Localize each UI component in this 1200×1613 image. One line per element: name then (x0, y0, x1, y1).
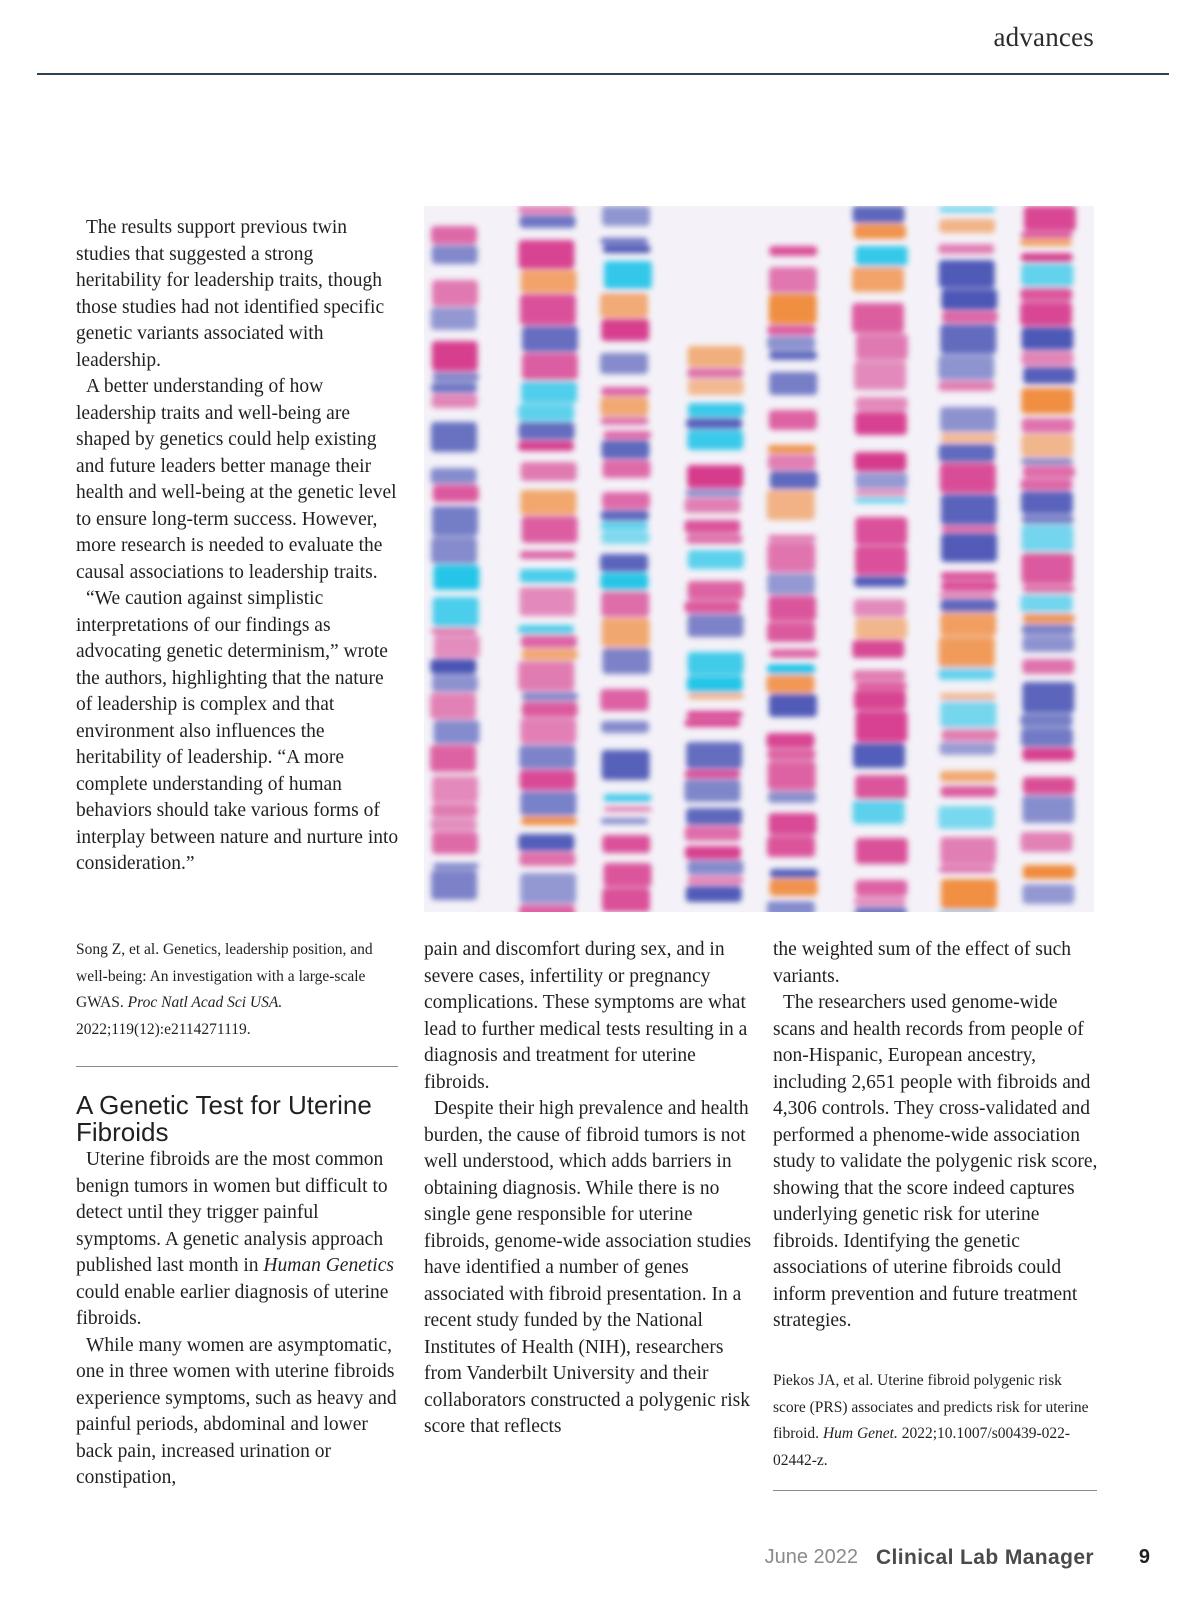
dna-band (432, 245, 478, 264)
dna-band (602, 492, 650, 509)
dna-band (522, 702, 578, 717)
dna-band (686, 489, 742, 497)
dna-band (602, 888, 650, 912)
dna-band (601, 531, 649, 544)
dna-band (603, 431, 651, 439)
dna-band (431, 537, 477, 564)
dna-band (685, 770, 741, 778)
dna-band (688, 346, 744, 367)
dna-band (855, 775, 907, 799)
dna-band (686, 418, 742, 429)
dna-band (600, 573, 648, 590)
dna-band (1021, 232, 1073, 238)
dna-band (684, 601, 740, 613)
dna-band (686, 742, 742, 769)
dna-band (767, 664, 815, 674)
dna-band (1022, 748, 1074, 761)
dna-band (685, 826, 741, 841)
reference-divider (76, 1066, 398, 1067)
dna-band (769, 267, 817, 293)
dna-band (601, 387, 649, 396)
dna-band (688, 652, 744, 675)
article2-paragraph: pain and discomfort during sex, and in severe cases, infertility or pregnancy complications. These symptoms are what lead to further medical tests resulting in a diagnosis and treatment for uterine fibroids. (424, 939, 748, 1093)
dna-band (1023, 367, 1075, 384)
dna-band (1021, 327, 1073, 350)
page-footer (0, 1546, 1200, 1576)
dna-band (431, 226, 477, 244)
dna-band (687, 711, 743, 718)
dna-band (432, 506, 478, 536)
dna-band (604, 806, 652, 812)
dna-band (854, 224, 906, 239)
dna-band (687, 876, 743, 885)
dna-band (939, 206, 995, 213)
dna-band (518, 834, 574, 851)
dna-band (685, 846, 741, 859)
dna-band (941, 526, 997, 532)
dna-band (766, 733, 814, 748)
header-rule (37, 73, 1169, 75)
dna-band (770, 471, 818, 489)
dna-band (686, 534, 742, 544)
dna-band (521, 817, 577, 825)
dna-band (431, 422, 477, 452)
dna-band (431, 628, 477, 634)
dna-band (941, 879, 997, 909)
dna-band (767, 542, 815, 572)
dna-band (769, 372, 817, 395)
dna-band (600, 238, 648, 244)
dna-band (855, 490, 907, 496)
dna-band (855, 412, 907, 435)
dna-band (768, 445, 816, 453)
dna-band (1022, 418, 1074, 433)
dna-band (767, 836, 815, 857)
dna-band (600, 818, 648, 824)
dna-band (768, 761, 816, 790)
reference-authors: Song Z, et al. Genetics, leadership position, and well-being: An investigation with a large-scale GWAS. (76, 941, 373, 1011)
dna-band (1021, 434, 1073, 457)
dna-band (938, 668, 994, 680)
dna-band (940, 771, 996, 782)
dna-band (939, 592, 995, 598)
dna-band (854, 452, 906, 471)
dna-band (601, 721, 649, 733)
dna-band (940, 463, 996, 493)
section-label: advances (993, 22, 1094, 52)
article2-title: A Genetic Test for Uterine Fibroids (76, 1090, 372, 1147)
article2-paragraph: the weighted sum of the effect of such variants. (773, 939, 1072, 987)
dna-band (1022, 884, 1074, 904)
dna-band (431, 383, 477, 393)
dna-band (1021, 253, 1073, 262)
dna-band (941, 572, 997, 580)
dna-band (1023, 777, 1075, 794)
dna-band (939, 444, 995, 462)
dna-band (766, 675, 814, 693)
dna-band (1020, 302, 1072, 326)
dna-band (522, 516, 578, 543)
dna-band (856, 397, 908, 411)
dna-band (1021, 553, 1073, 584)
reference-divider (773, 1490, 1097, 1491)
dna-band (853, 743, 905, 768)
dna-band (601, 319, 649, 341)
dna-band (520, 587, 576, 616)
dna-band (938, 381, 994, 391)
dna-band (432, 341, 478, 371)
dna-band (688, 693, 744, 699)
article1-paragraph: “We caution against simplistic interpretations of our findings as advocating genetic determinism,” wrote the authors, highlighting that the nature of leadership is complex and that environment also influences the heritability of leadership. “A more complete understanding of human behaviors should take various forms of interplay between nature and nurture into consideration.” (76, 588, 399, 874)
dna-sequence-illustration (424, 206, 1094, 912)
article1-paragraph: The results support previous twin studies that suggested a strong heritability for leadership traits, though those studies had not identified specific genetic variants associated with leadership. (76, 217, 385, 371)
article2-column-2 (424, 937, 752, 1441)
dna-band (941, 581, 997, 591)
dna-band (1021, 263, 1073, 287)
dna-band (600, 397, 648, 416)
dna-band (522, 649, 578, 660)
dna-band (852, 640, 904, 658)
dna-band (433, 863, 479, 869)
reference-citation: 2022;119(12):e2114271119. (76, 1020, 251, 1038)
dna-band (769, 694, 817, 717)
dna-band (518, 661, 574, 691)
dna-band (941, 494, 997, 525)
dna-band (940, 613, 996, 636)
dna-band (767, 573, 815, 595)
article1-body (76, 215, 402, 878)
article1-paragraph: A better understanding of how leadership traits and well-being are shaped by genetics could help existing and future leaders better manage their health and well-being at the genetic level to ensure long-term success. However, more research is needed to evaluate the causal associations to leadership traits. (76, 376, 397, 583)
dna-band (769, 813, 817, 835)
dna-band (1022, 795, 1074, 823)
dna-band (601, 510, 649, 521)
dna-band (686, 808, 742, 825)
dna-band (434, 635, 480, 658)
dna-band (768, 454, 816, 470)
dna-band (600, 353, 648, 374)
dna-band (852, 267, 904, 292)
dna-band (686, 886, 742, 902)
dna-band (518, 625, 574, 634)
reference-journal: Proc Natl Acad Sci USA. (127, 994, 283, 1011)
article2-column-1 (76, 1147, 402, 1492)
dna-band (939, 866, 995, 873)
dna-band (688, 550, 744, 569)
dna-band (520, 294, 576, 325)
dna-band (1021, 832, 1073, 852)
dna-band (687, 860, 743, 875)
dna-band (432, 776, 478, 803)
dna-band (852, 303, 904, 333)
dna-band (768, 596, 816, 621)
dna-band (522, 692, 578, 701)
dna-band (520, 873, 576, 904)
dna-band (520, 791, 576, 816)
dna-band (518, 206, 574, 214)
dna-band (519, 852, 575, 866)
dna-band (520, 770, 576, 790)
dna-band (518, 404, 574, 421)
dna-band (684, 520, 740, 533)
dna-band (432, 832, 478, 854)
dna-band (1023, 466, 1075, 478)
dna-band (687, 676, 743, 692)
reference-authors: Piekos JA, et al. Uterine fibroid polygenic risk score (PRS) associates and predicts risk for uterine fibroid. (773, 1372, 1089, 1442)
dna-band (853, 670, 905, 682)
dna-band (684, 719, 740, 727)
dna-band (855, 517, 907, 545)
dna-band (854, 361, 906, 390)
dna-band (938, 355, 994, 380)
dna-band (768, 791, 816, 803)
publication-name: Clinical Lab Manager (875, 1546, 1094, 1569)
article2-paragraph: Despite their high prevalence and health burden, the cause of fibroid tumors is not well understood, which adds barriers in obtaining diagnosis. While there is no single gene responsible for uterine fibroids, genome-wide association studies have identified a number of genes associated with fibroid presentation. In a recent study funded by the National Institutes of Health (NIH), researchers from Vanderbilt University and their collaborators constructed a polygenic risk score that reflects (424, 1098, 752, 1437)
dna-band (939, 637, 995, 667)
dna-band (856, 246, 908, 266)
dna-band (770, 649, 818, 658)
dna-band (854, 599, 906, 617)
page-number: 9 (1138, 1546, 1150, 1568)
dna-band (519, 745, 575, 769)
dna-band (1022, 515, 1074, 524)
dna-band (687, 430, 743, 450)
dna-band (688, 379, 744, 395)
dna-band (856, 334, 908, 360)
dna-band (939, 260, 995, 288)
dna-band (521, 270, 577, 293)
dna-band (1022, 636, 1074, 652)
dna-band (600, 293, 648, 318)
article2-paragraph: While many women are asymptomatic, one in three women with uterine fibroids experience symptoms, such as heavy and painful periods, abdominal and lower back pain, increased urination or constipation, (76, 1334, 397, 1488)
text-run: Uterine fibroids are the most common benign tumors in women but difficult to detect until they trigger painful symptoms. A genetic analysis approach published last month in (76, 1149, 388, 1276)
dna-band (856, 838, 908, 864)
dna-band (433, 720, 479, 744)
dna-band (604, 863, 652, 887)
dna-band (1021, 728, 1073, 747)
dna-band (687, 465, 743, 488)
dna-band (430, 693, 476, 719)
dna-band (1021, 594, 1073, 613)
dna-band (603, 794, 651, 802)
dna-band (854, 897, 906, 906)
dna-band (769, 879, 817, 896)
dna-band (433, 485, 479, 502)
dna-band (522, 326, 578, 352)
dna-band (519, 422, 575, 440)
reference-journal: Hum Genet. (822, 1425, 898, 1442)
dna-band (940, 693, 996, 700)
dna-band (430, 659, 476, 674)
dna-band (939, 219, 995, 233)
dna-band (518, 441, 574, 451)
dna-band (940, 837, 996, 865)
dna-band (433, 565, 479, 590)
dna-band (522, 353, 578, 380)
dna-band (520, 215, 576, 228)
dna-band (600, 417, 648, 425)
dna-band (941, 533, 997, 562)
dna-band (854, 690, 906, 710)
dna-band (1020, 714, 1072, 727)
dna-band (855, 880, 907, 896)
dna-band (853, 800, 905, 824)
dna-band (688, 403, 744, 417)
dna-band (520, 569, 576, 583)
dna-band (1020, 239, 1072, 246)
dna-band (855, 618, 907, 639)
dna-band (769, 351, 817, 360)
dna-band (942, 311, 998, 323)
dna-band (940, 742, 996, 755)
dna-band (433, 597, 479, 627)
dna-band (769, 410, 817, 430)
dna-band (688, 581, 744, 600)
dna-band (431, 818, 477, 831)
dna-band (431, 394, 477, 408)
dna-band (941, 433, 997, 443)
journal-name: Human Genetics (263, 1255, 394, 1276)
dna-band (521, 462, 577, 481)
dna-band (602, 618, 650, 647)
dna-band (604, 261, 652, 289)
dna-band (602, 206, 650, 226)
article2-column-3 (773, 937, 1101, 1335)
dna-band (1021, 388, 1073, 414)
dna-band (853, 206, 905, 223)
dna-band (767, 325, 815, 335)
dna-band (941, 786, 997, 797)
dna-band (431, 804, 477, 817)
dna-band (519, 905, 575, 912)
dna-band (602, 460, 650, 478)
dna-bands-image (424, 206, 1094, 912)
article2-paragraph: The researchers used genome-wide scans and health records from people of non-Hispanic, European ancestry, including 2,651 people with fibroids and 4,306 controls. They cross-validated and performed a phenome-wide association study to validate the polygenic risk score, showing that the score indeed captures underlying genetic risk for uterine fibroids. Identifying the genetic associations of uterine fibroids could inform prevention and future treatment strategies. (773, 992, 1098, 1331)
dna-band (603, 245, 651, 253)
dna-band (600, 522, 648, 530)
dna-band (1021, 351, 1073, 366)
dna-band (767, 336, 815, 350)
dna-band (602, 835, 650, 853)
dna-band (938, 244, 994, 254)
dna-band (767, 490, 815, 520)
dna-band (1021, 525, 1073, 552)
dna-band (600, 689, 648, 711)
article2-paragraph (76, 1147, 402, 1333)
dna-band (1023, 585, 1075, 593)
dna-band (431, 870, 477, 900)
dna-band (855, 683, 907, 689)
dna-band (431, 468, 477, 484)
dna-band (940, 324, 996, 354)
dna-band (855, 711, 907, 742)
dna-band (518, 240, 574, 269)
dna-band (432, 280, 478, 306)
dna-band (1022, 659, 1074, 674)
dna-band (1022, 682, 1074, 713)
dna-band (940, 407, 996, 432)
dna-band (767, 622, 815, 642)
dna-band (939, 910, 995, 912)
dna-band (854, 576, 906, 587)
dna-band (687, 614, 743, 637)
dna-band (684, 779, 740, 802)
dna-band (770, 869, 818, 878)
article2-reference (773, 1368, 1093, 1474)
dna-band (855, 546, 907, 575)
dna-band (938, 806, 994, 829)
dna-band (601, 591, 649, 617)
dna-band (855, 472, 907, 489)
dna-band (602, 648, 650, 674)
article1-reference (76, 937, 396, 1043)
dna-band (520, 490, 576, 515)
dna-band (600, 554, 648, 572)
dna-band (521, 635, 577, 648)
dna-band (940, 599, 996, 612)
issue-date: June 2022 (764, 1546, 858, 1568)
dna-band (1023, 614, 1075, 623)
dna-band (602, 750, 650, 780)
dna-band (768, 535, 816, 541)
dna-band (1020, 479, 1072, 490)
dna-band (769, 294, 817, 324)
dna-band (767, 749, 815, 760)
dna-band (432, 675, 478, 692)
dna-band (1022, 624, 1074, 635)
dna-band (601, 440, 649, 459)
dna-band (430, 745, 476, 772)
dna-band (1023, 865, 1075, 879)
dna-band (520, 718, 576, 744)
dna-band (521, 381, 577, 403)
text-run: could enable earlier diagnosis of uterine fibroids. (76, 1281, 389, 1329)
dna-band (1021, 458, 1073, 465)
reference-citation: 2022;10.1007/s00439-022-02442-z. (773, 1425, 1071, 1469)
dna-band (855, 497, 907, 503)
dna-band (687, 368, 743, 378)
dna-band (1021, 491, 1073, 514)
dna-band (1024, 206, 1076, 231)
dna-band (1020, 288, 1072, 301)
dna-band (433, 372, 479, 382)
dna-band (431, 307, 477, 330)
dna-band (942, 729, 998, 741)
dna-band (941, 289, 997, 310)
dna-band (940, 701, 996, 728)
dna-band (769, 246, 817, 256)
dna-band (685, 498, 741, 513)
dna-band (520, 551, 576, 559)
dna-band (767, 901, 815, 912)
dna-band (855, 907, 907, 912)
